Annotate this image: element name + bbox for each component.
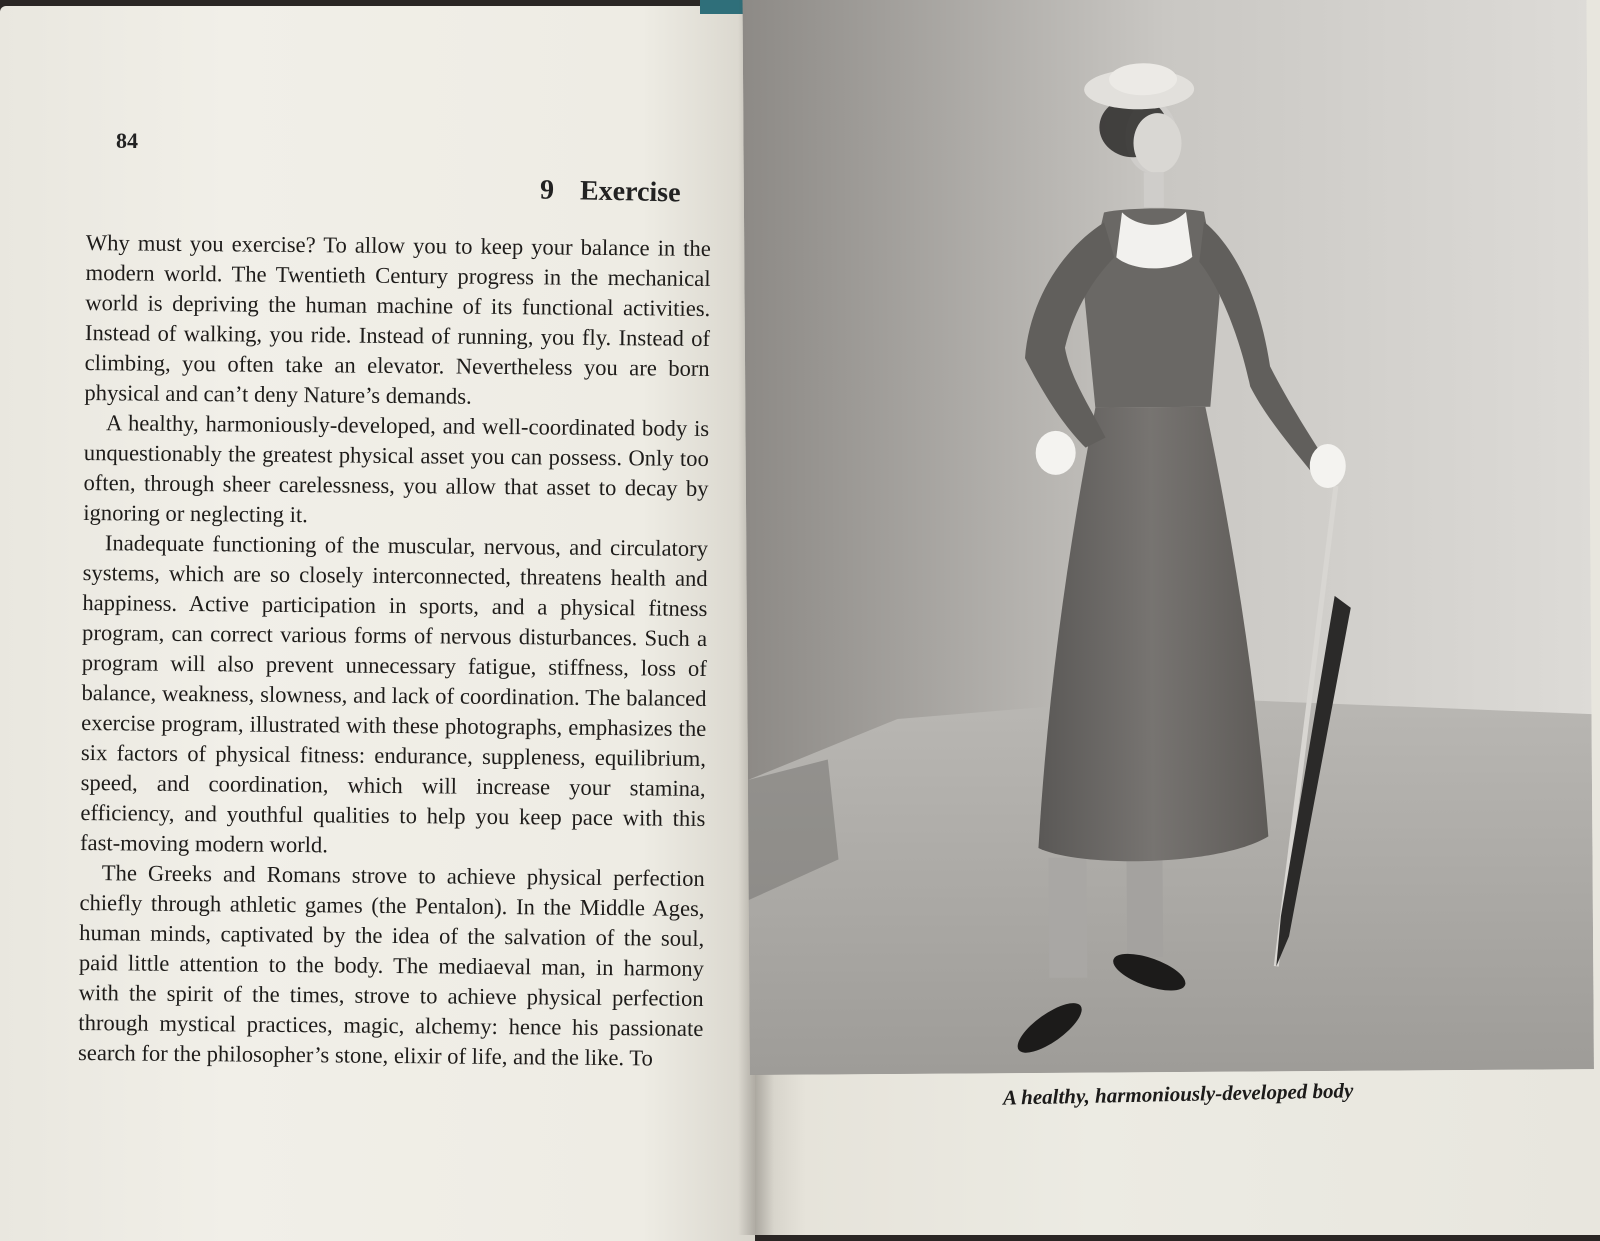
chapter-title: Exercise bbox=[579, 175, 681, 209]
paragraph: Why must you exercise? To allow you to keep your balance in the modern world. The Twentieth Century progress in the mechanical world is depriving the human machine of its functional activities. Instead of walking, you ride. Instead of running, you fly. Instead of climbing, you often take an elevator. Nevertheless you are born physical and can’t deny Nature’s demands. bbox=[84, 229, 711, 409]
paragraph: Inadequate functioning of the muscular, nervous, and circulatory systems, which are so closely interconnected, threatens health and happiness. Active participation in sports, and a physical fitness program, can correct various forms of nervous disturbances. Such a program will also prevent unnecessary fatigue, stiffness, loss of balance, weakness, slowness, and lack of coordination. The balanced exercise program, illustrated with these photographs, emphasizes the six factors of physical fitness: endurance, suppleness, equilibrium, speed, and coordination, which will increase your stamina, efficiency, and youthful qualities to help you keep pace with this fast-moving modern world. bbox=[79, 530, 709, 858]
chapter-heading bbox=[540, 175, 681, 210]
body-text bbox=[78, 228, 711, 1074]
photo-caption: A healthy, harmoniously-developed body bbox=[1002, 1078, 1354, 1110]
paragraph: The Greeks and Romans strove to achieve physical perfection chiefly through athletic games (the Pentalon). In the Middle Ages, human minds, captivated by the idea of the salvation of the soul, paid little attention to the body. The mediaeval man, in harmony with the spirit of the times, strove to achieve physical perfection through mystical practices, magic, alchemy: hence his passionate search for the philosopher’s stone, elixir of life, and the like. To bbox=[77, 860, 705, 1071]
chapter-number: 9 bbox=[539, 174, 555, 206]
page-number: 84 bbox=[116, 128, 138, 153]
fashion-photograph bbox=[742, 0, 1593, 1075]
paragraph: A healthy, harmoniously-developed, and well-coordinated body is unquestionably the greatest physical asset you can possess. Only too often, through sheer carelessness, you allow that asset to decay by ignoring or neglecting it. bbox=[83, 410, 710, 528]
